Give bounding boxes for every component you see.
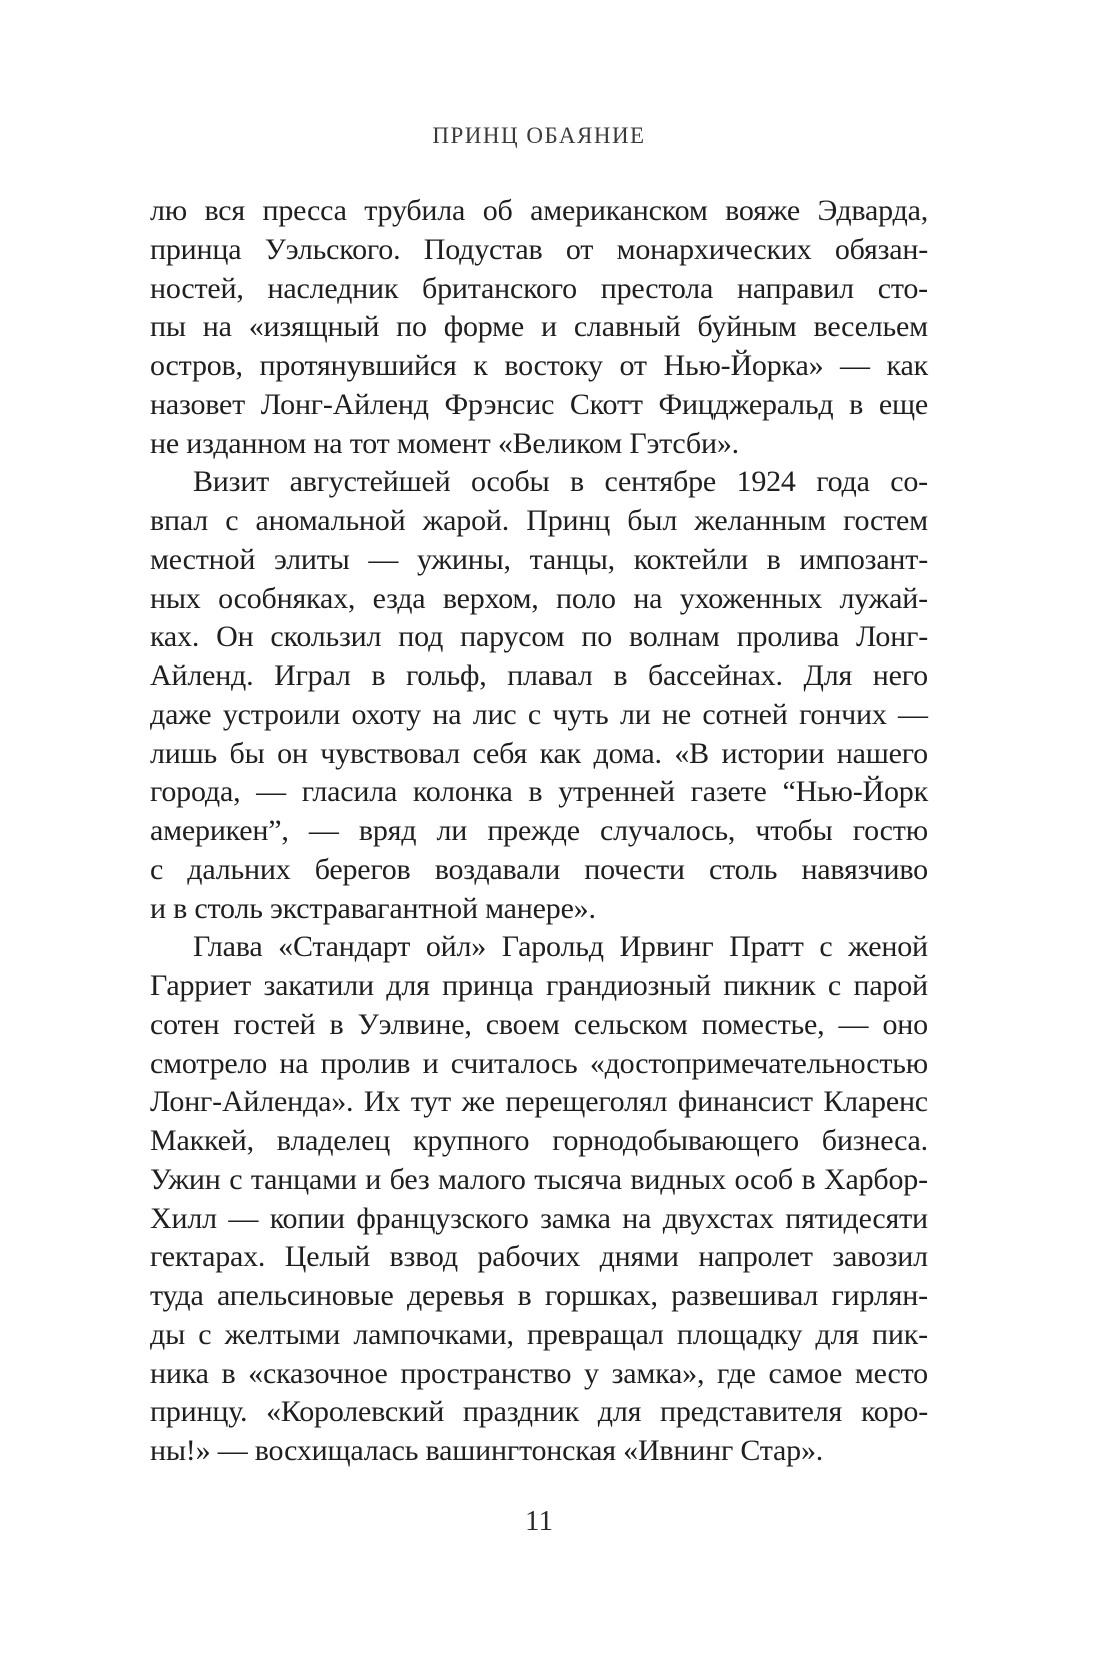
text-line: и в столь экстравагантной манере». — [150, 891, 596, 925]
text-line: сотен гостей в Уэлвине, своем сельском поместье, — оно — [150, 1007, 928, 1041]
text-line: ника в «сказочное пространство у замка», где самое место — [150, 1356, 928, 1390]
text-line: Ужин с танцами и без малого тысяча видных особ в Харбор- — [150, 1162, 928, 1196]
page-number: 11 — [525, 1505, 553, 1537]
text-line: лишь бы он чувствовал себя как дома. «В истории нашего — [150, 736, 928, 770]
text-line: местной элиты — ужины, танцы, коктейли в импозант- — [150, 542, 928, 576]
text-line: Визит августейшей особы в сентябре 1924 года со- — [193, 465, 928, 499]
text-line: города, — гласила колонка в утренней газете “Нью-Йорк — [150, 775, 928, 809]
text-line: Хилл — копии французского замка на двухстах пятидесяти — [150, 1201, 928, 1235]
text-line: Гарриет закатили для принца грандиозный пикник с парой — [150, 969, 928, 1002]
text-line: ностей, наследник британского престола направил сто- — [150, 271, 928, 305]
text-line: не изданном на тот момент «Великом Гэтсби». — [150, 426, 739, 460]
running-header: ПРИНЦ ОБАЯНИЕ — [432, 123, 646, 148]
text-line: Маккей, владелец крупного горнодобывающего бизнеса. — [150, 1124, 928, 1157]
text-line: остров, протянувшийся к востоку от Нью-Йорка» — как — [150, 349, 928, 382]
text-line: Глава «Стандарт ойл» Гарольд Ирвинг Пратт с женой — [193, 930, 928, 964]
text-line: Айленд. Играл в гольф, плавал в бассейнах. Для него — [150, 659, 928, 692]
text-line: ны!» — восхищалась вашингтонская «Ивнинг Стар». — [150, 1434, 824, 1467]
text-line: гектарах. Целый взвод рабочих днями напролет завозил — [150, 1240, 928, 1274]
text-line: америкен”, — вряд ли прежде случалось, чтобы гостю — [150, 814, 928, 847]
text-line: Лонг-Айленда». Их тут же перещеголял финансист Кларенс — [150, 1085, 928, 1119]
text-line: даже устроили охоту на лис с чуть ли не сотней гончих — — [150, 697, 928, 731]
text-line: впал с аномальной жарой. Принц был желанным гостем — [150, 504, 928, 537]
body-text — [150, 192, 928, 1471]
text-line: ках. Он скользил под парусом по волнам пролива Лонг- — [150, 620, 928, 654]
text-line: ных особняках, езда верхом, поло на ухоженных лужай- — [150, 581, 928, 615]
text-line: пы на «изящный по форме и славный буйным весельем — [150, 310, 928, 344]
text-line: назовет Лонг-Айленд Фрэнсис Скотт Фицджеральд в еще — [150, 387, 928, 421]
text-line: лю вся пресса трубила об американском вояже Эдварда, — [150, 194, 928, 227]
text-line: принца Уэльского. Подустав от монархических обязан- — [150, 232, 928, 266]
text-line: туда апельсиновые деревья в горшках, развешивал гирлян- — [150, 1279, 928, 1312]
text-line: смотрело на пролив и считалось «достопримечательностью — [150, 1046, 928, 1080]
text-line: с дальних берегов воздавали почести столь навязчиво — [150, 852, 928, 886]
text-line: принцу. «Королевский праздник для представителя коро- — [150, 1395, 928, 1429]
text-line: ды с желтыми лампочками, превращал площадку для пик- — [150, 1317, 928, 1351]
